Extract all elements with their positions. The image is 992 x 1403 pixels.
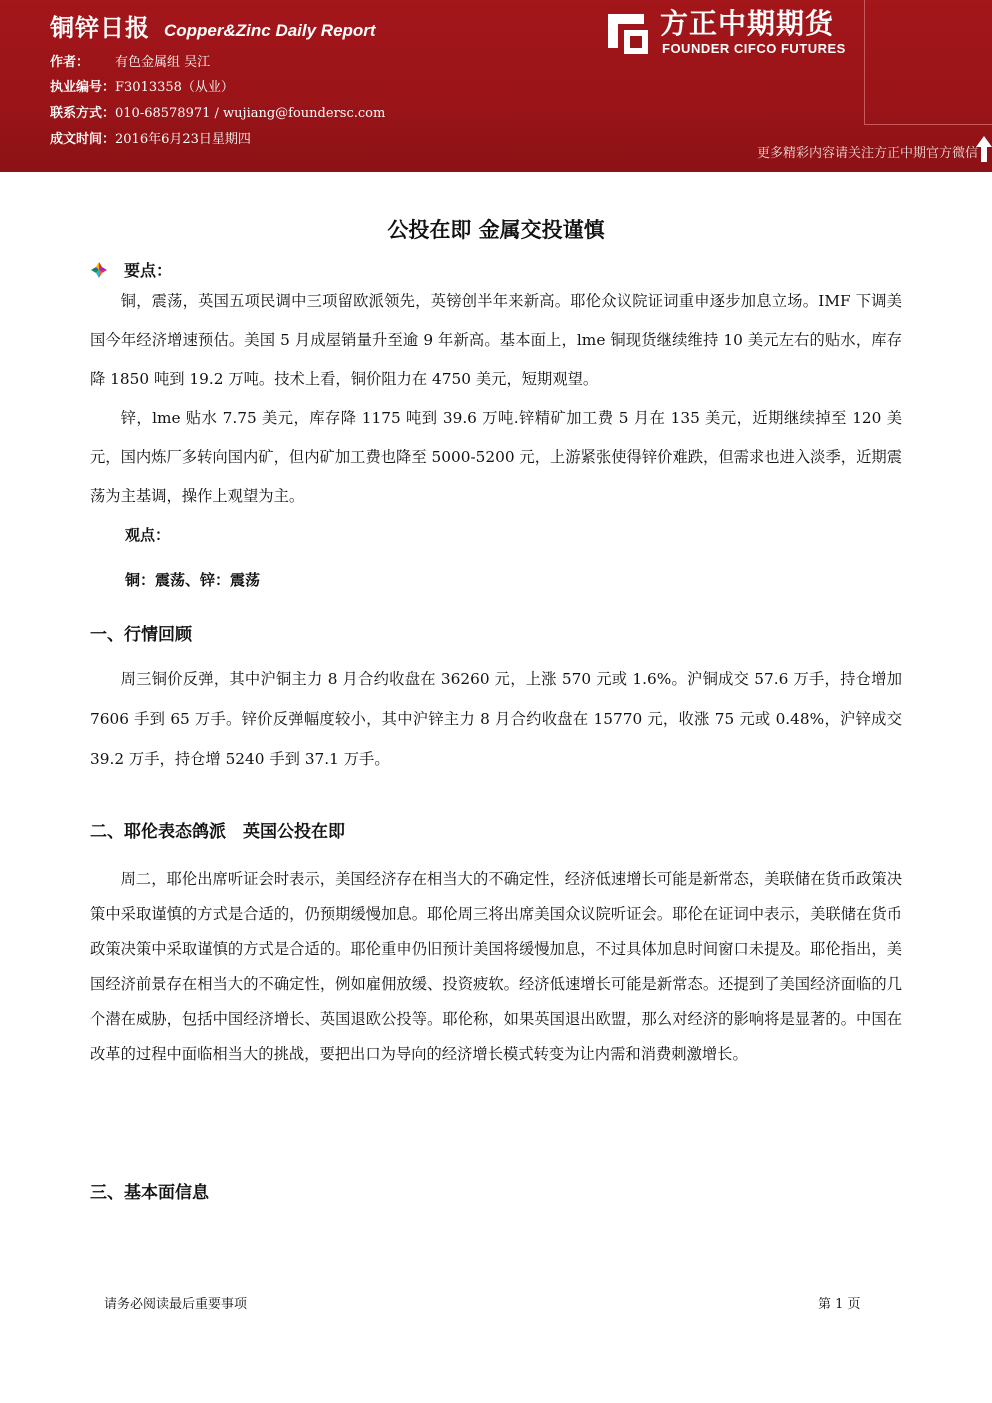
key-point-copper: 铜，震荡，英国五项民调中三项留欧派领先，英镑创半年来新高。耶伦众议院证词重申逐步加息立场。IMF 下调美国今年经济增速预估。美国 5 月成屋销量升至逾 9 年新高。基本面上，lme 铜现货继续维持 10 美元左右的贴水，库存降 1850 吨到 19.2 万吨。技术上看，铜价阻力在 4750 美元，短期观望。 bbox=[90, 292, 902, 388]
contact-line bbox=[50, 106, 385, 122]
view-text: 铜：震荡、锌：震荡 bbox=[125, 571, 261, 589]
wechat-note: 更多精彩内容请关注方正中期官方微信 bbox=[756, 146, 978, 161]
section-heading-market-review: 一、行情回顾 bbox=[90, 625, 192, 645]
author-value: 有色金属组 吴江 bbox=[115, 55, 211, 70]
logo-frame bbox=[864, 0, 992, 125]
key-point-zinc: 锌，lme 贴水 7.75 美元，库存降 1175 吨到 39.6 万吨.锌精矿加工费 5 月在 135 美元，近期继续掉至 120 美元，国内炼厂多转向国内矿，但内矿加工费也降至 5000-5200 元，上游紧张使得锌价难跌，但需求也进入淡季，近期震荡为主基调，操作上观望为主。 bbox=[90, 409, 902, 505]
license-line bbox=[50, 80, 234, 96]
contact-value: 010-68578971 / wujiang@foundersc.com bbox=[115, 106, 386, 121]
company-logo bbox=[604, 8, 864, 58]
logo-text-en: FOUNDER CIFCO FUTURES bbox=[662, 41, 846, 56]
logo-text-cn: 方正中期期货 bbox=[660, 7, 835, 40]
bullet-diamond-icon bbox=[90, 261, 108, 279]
license-value: F3013358（从业） bbox=[115, 80, 234, 95]
date-value: 2016年6月23日星期四 bbox=[115, 132, 251, 147]
date-line bbox=[50, 132, 251, 148]
report-title-row bbox=[50, 8, 376, 43]
report-header-banner bbox=[0, 0, 992, 172]
section-text-yellen: 周二，耶伦出席听证会时表示，美国经济存在相当大的不确定性，经济低速增长可能是新常态，美联储在货币政策决策中采取谨慎的方式是合适的，仍预期缓慢加息。耶伦周三将出席美国众议院听证会。耶伦在证词中表示，美联储在货币政策决策中采取谨慎的方式是合适的。耶伦重申仍旧预计美国将缓慢加息，不过具体加息时间窗口未提及。耶伦指出，美国经济前景存在相当大的不确定性，例如雇佣放缓、投资疲软。经济低速增长可能是新常态。还提到了美国经济面临的几个潜在威胁，包括中国经济增长、英国退欧公投等。耶伦称，如果英国退出欧盟，那么对经济的影响将是显著的。中国在改革的过程中面临相当大的挑战，要把出口为导向的经济增长模式转变为让内需和消费刺激增长。 bbox=[90, 870, 902, 1063]
footer-notice: 请务必阅读最后重要事项 bbox=[104, 1297, 248, 1312]
key-points-heading bbox=[90, 258, 172, 281]
section-heading-fundamentals: 三、基本面信息 bbox=[90, 1183, 209, 1203]
report-title-en: Copper&Zinc Daily Report bbox=[164, 21, 376, 40]
page-number: 第 1 页 bbox=[818, 1297, 861, 1312]
author-label: 作者： bbox=[50, 55, 90, 70]
license-label: 执业编号： bbox=[50, 80, 116, 95]
logo-mark-icon bbox=[604, 8, 652, 56]
view-label: 观点： bbox=[125, 526, 171, 544]
section-text-market-review: 周三铜价反弹，其中沪铜主力 8 月合约收盘在 36260 元，上涨 570 元或 1.6%。沪铜成交 57.6 万手，持仓增加 7606 手到 65 万手。锌价反弹幅度较小，其中沪锌主力 8 月合约收盘在 15770 元，收涨 75 元或 0.48%，沪锌成交 39.2 万手，持仓增 5240 手到 37.1 万手。 bbox=[90, 670, 902, 768]
section-heading-yellen: 二、耶伦表态鸽派 英国公投在即 bbox=[90, 822, 345, 842]
document-title: 公投在即 金属交投谨慎 bbox=[387, 218, 605, 242]
author-line bbox=[50, 55, 210, 71]
contact-label: 联系方式： bbox=[50, 106, 116, 121]
date-label: 成文时间： bbox=[50, 132, 116, 147]
key-points-label: 要点： bbox=[124, 261, 173, 280]
arrow-up-icon bbox=[976, 136, 992, 162]
report-title-cn: 铜锌日报 bbox=[50, 14, 150, 42]
